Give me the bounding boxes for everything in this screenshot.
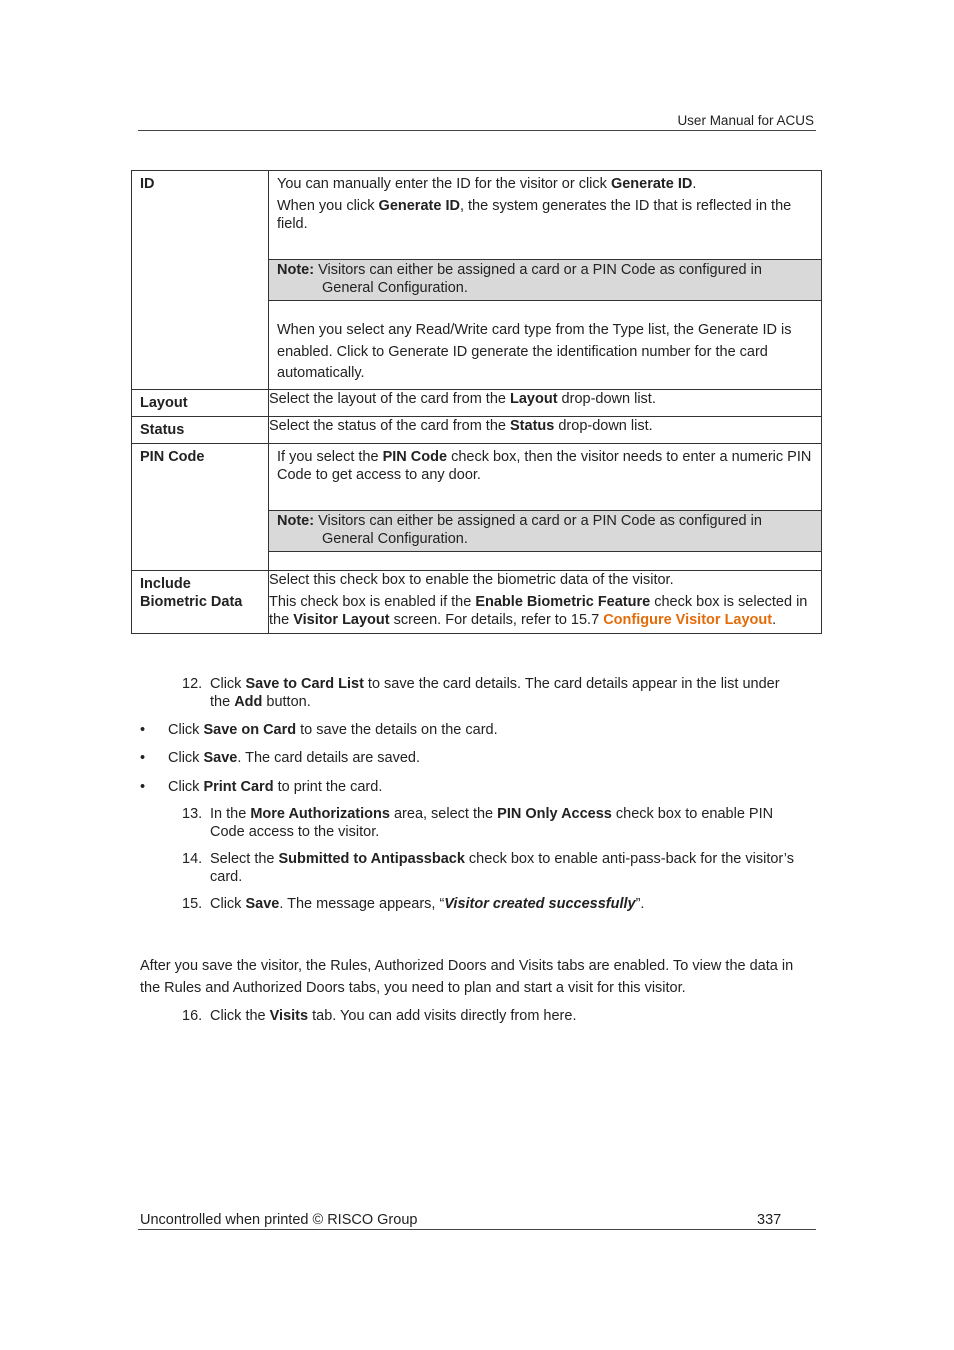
body-paragraph: After you save the visitor, the Rules, Authorized Doors and Visits tabs are enabled. To view the data in the Rules and Authorized Doors tabs, you need to plan and start a visit for this visitor. bbox=[140, 958, 794, 996]
step-14: 14. Select the Submitted to Antipassback check box to enable anti-pass-back for the visitor’s card. bbox=[182, 851, 795, 885]
table-row bbox=[132, 570, 822, 633]
table-row bbox=[132, 443, 822, 570]
bullet-save-on-card: • Click Save on Card to save the details on the card. bbox=[140, 722, 498, 738]
bio-para-1: Select this check box to enable the biometric data of the visitor. bbox=[269, 571, 674, 588]
header-rule bbox=[138, 130, 816, 131]
footer-copyright: Uncontrolled when printed © RISCO Group bbox=[140, 1212, 418, 1228]
row-desc-layout: Select the layout of the card from the Layout drop-down list. bbox=[269, 389, 822, 416]
row-label-layout: Layout bbox=[132, 389, 269, 416]
note-box: Note: Visitors can either be assigned a card or a PIN Code as configured in General Configuration. bbox=[269, 510, 821, 552]
row-desc-status: Select the status of the card from the Status drop-down list. bbox=[269, 416, 822, 443]
footer-rule bbox=[138, 1229, 816, 1230]
row-desc-id bbox=[269, 171, 822, 390]
bio-para-2: This check box is enabled if the Enable Biometric Feature check box is selected in the Visitor Layout screen. For details, refer to 15.7 Configure Visitor Layout. bbox=[269, 593, 808, 628]
field-table bbox=[131, 170, 822, 634]
configure-visitor-layout-link[interactable]: Configure Visitor Layout bbox=[603, 611, 773, 628]
bullet-save: • Click Save. The card details are saved. bbox=[140, 750, 421, 766]
row-label-pin: PIN Code bbox=[132, 443, 269, 570]
row-desc-pin bbox=[269, 443, 822, 570]
id-para-3: When you select any Read/Write card type from the Type list, the Generate ID is enabled. Click to Generate ID generate the identification number for the card automatically. bbox=[277, 322, 792, 381]
pin-para: If you select the PIN Code check box, then the visitor needs to enter a numeric PIN Code to get access to any door. bbox=[277, 448, 812, 483]
step-16: 16. Click the Visits tab. You can add visits directly from here. bbox=[182, 1008, 577, 1024]
row-desc-biometric bbox=[269, 570, 822, 633]
table-row bbox=[132, 171, 822, 390]
row-label-biometric: Include Biometric Data bbox=[132, 570, 269, 633]
id-para-1: You can manually enter the ID for the visitor or click Generate ID. bbox=[277, 176, 697, 192]
step-12: 12. Click Save to Card List to save the card details. The card details appear in the list under the Add button. bbox=[182, 676, 780, 710]
page-number: 337 bbox=[757, 1212, 782, 1228]
step-13: 13. In the More Authorizations area, select the PIN Only Access check box to enable PIN Code access to the visitor. bbox=[182, 806, 774, 840]
row-label-status: Status bbox=[132, 416, 269, 443]
step-15: 15. Click Save. The message appears, “Visitor created successfully”. bbox=[182, 896, 645, 912]
header-title: User Manual for ACUS bbox=[677, 113, 814, 128]
bullet-print-card: • Click Print Card to print the card. bbox=[140, 779, 383, 795]
row-label-id: ID bbox=[132, 171, 269, 390]
table-row bbox=[132, 389, 822, 416]
id-para-2: When you click Generate ID, the system generates the ID that is reflected in the field. bbox=[277, 198, 792, 232]
note-box: Note: Visitors can either be assigned a card or a PIN Code as configured in General Configuration. bbox=[269, 259, 821, 301]
table-row bbox=[132, 416, 822, 443]
